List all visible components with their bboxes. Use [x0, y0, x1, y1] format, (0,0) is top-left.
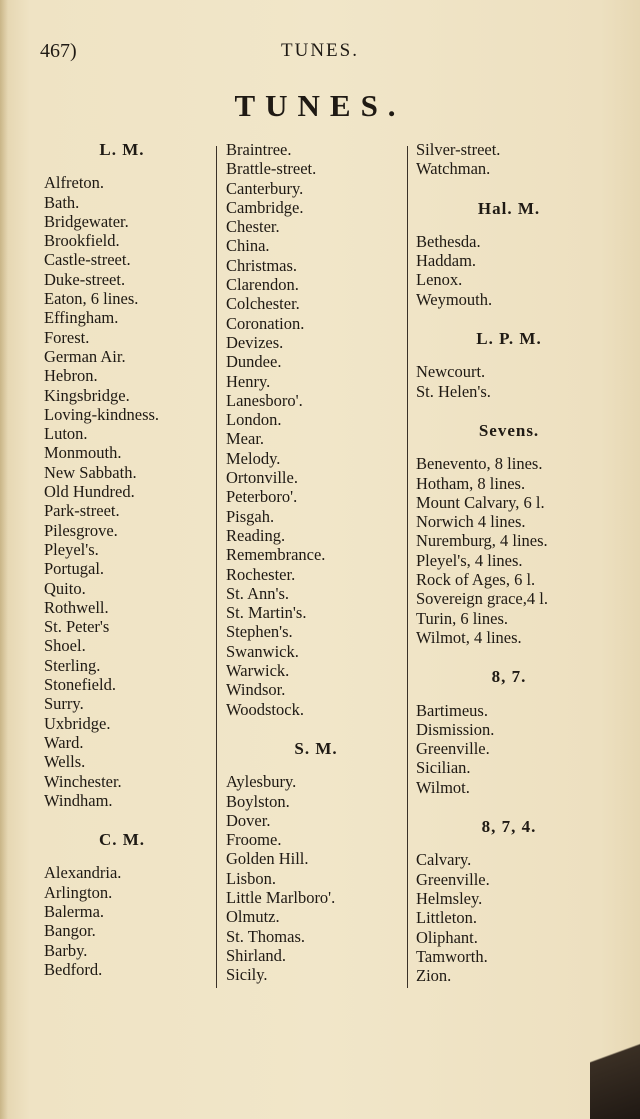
tune-entry: Greenville. [416, 739, 490, 759]
tune-list [416, 850, 602, 985]
tune-entry: Dismission. [416, 719, 495, 739]
meter-heading: S. M. [294, 738, 338, 758]
tune-entry: Hebron. [44, 366, 98, 386]
tune-entry: Bethesda. [416, 231, 481, 251]
tune-entry: Ortonville. [226, 468, 298, 488]
tune-entry: Helmsley. [416, 888, 483, 908]
tune-entry: Wells. [44, 752, 86, 772]
tune-entry: Effingham. [44, 308, 119, 328]
meter-heading: 8, 7. [491, 667, 527, 687]
tune-entry: Barby. [44, 940, 88, 960]
tune-entry: Rochester. [226, 564, 296, 584]
tune-entry: Turin, 6 lines. [416, 608, 508, 628]
column-divider-1 [216, 146, 217, 988]
tune-entry: Melody. [226, 448, 281, 468]
tune-entry: Shoel. [44, 636, 86, 656]
tune-list [44, 863, 210, 979]
tune-entry: Woodstock. [226, 699, 304, 719]
tune-entry: Remembrance. [226, 545, 326, 565]
tune-entry: Zion. [416, 966, 452, 986]
tune-entry: Forest. [44, 327, 90, 347]
tune-entry: Canterbury. [226, 178, 304, 198]
tune-entry: Norwich 4 lines. [416, 512, 526, 532]
tune-entry: Dover. [226, 810, 271, 830]
tune-entry: Newcourt. [416, 362, 486, 382]
tune-entry: Windsor. [226, 680, 286, 700]
tune-entry: Hotham, 8 lines. [416, 473, 526, 493]
tune-entry: Haddam. [416, 251, 477, 271]
tune-entry: Benevento, 8 lines. [416, 454, 543, 474]
tune-entry: Greenville. [416, 869, 490, 889]
tune-entry: Quito. [44, 578, 86, 598]
tune-entry: Pilesgrove. [44, 520, 118, 540]
meter-heading: 8, 7, 4. [481, 817, 537, 837]
tune-entry: Littleton. [416, 908, 477, 928]
tune-entry: Bartimeus. [416, 700, 488, 720]
page-number: 467) [40, 40, 77, 62]
section-spacer [416, 401, 602, 415]
tune-entry: Brattle-street. [226, 159, 317, 179]
tune-entry: Uxbridge. [44, 713, 111, 733]
tune-entry: Bath. [44, 192, 80, 212]
tune-entry: Sovereign grace,4 l. [416, 589, 548, 609]
index-column-3 [416, 140, 602, 985]
tune-entry: Cambridge. [226, 197, 304, 217]
tune-entry: St. Peter's [44, 617, 110, 637]
page-spine-shadow [0, 0, 8, 1119]
tune-entry: Duke-street. [44, 269, 126, 289]
tune-entry: Warwick. [226, 661, 290, 681]
tune-entry: Calvary. [416, 850, 472, 870]
tune-list [416, 454, 602, 647]
section-spacer [44, 810, 210, 824]
tune-entry: Sicilian. [416, 758, 471, 778]
section-spacer [416, 647, 602, 661]
tune-entry: Watchman. [416, 159, 491, 179]
tune-entry: Rock of Ages, 6 l. [416, 570, 536, 590]
tune-entry: Oliphant. [416, 927, 478, 947]
tune-entry: Weymouth. [416, 289, 493, 309]
tune-entry: Silver-street. [416, 140, 501, 159]
tune-entry: Colchester. [226, 294, 300, 314]
tune-entry: Park-street. [44, 501, 120, 521]
running-head: TUNES. [281, 40, 359, 61]
tune-entry: Bangor. [44, 921, 96, 941]
tune-entry: Reading. [226, 525, 286, 545]
tune-entry: Stonefield. [44, 675, 116, 695]
section-spacer [416, 797, 602, 811]
tune-entry: Surry. [44, 694, 84, 714]
tune-entry: China. [226, 236, 270, 256]
tune-entry: St. Helen's. [416, 381, 491, 401]
tune-entry: Portugal. [44, 559, 105, 579]
tune-entry: Sicily. [226, 965, 268, 985]
tune-entry: Rothwell. [44, 597, 109, 617]
tune-entry: Pleyel's. [44, 539, 99, 559]
tune-entry: Mount Calvary, 6 l. [416, 492, 545, 512]
section-spacer [226, 719, 406, 733]
tune-entry: Christmas. [226, 255, 298, 275]
tune-entry: Stephen's. [226, 622, 293, 642]
tune-entry: St. Martin's. [226, 603, 307, 623]
tune-entry: Lanesboro'. [226, 390, 303, 410]
meter-heading: L. M. [99, 140, 145, 159]
tune-entry: Bedford. [44, 959, 103, 979]
meter-heading: Sevens. [478, 420, 540, 440]
tune-entry: Alexandria. [44, 863, 122, 883]
page-corner-shadow [590, 969, 640, 1119]
tune-entry: Boylston. [226, 791, 290, 811]
tune-entry: Nuremburg, 4 lines. [416, 531, 548, 551]
tune-entry: Castle-street. [44, 250, 131, 270]
tune-entry: Pleyel's, 4 lines. [416, 550, 523, 570]
tune-entry: New Sabbath. [44, 462, 137, 482]
index-column-1 [44, 140, 210, 979]
tune-entry: Aylesbury. [226, 772, 297, 792]
tune-entry: Swanwick. [226, 641, 299, 661]
tune-entry: Lisbon. [226, 868, 276, 888]
tune-entry: Tamworth. [416, 946, 488, 966]
tune-entry: Pisgah. [226, 506, 275, 526]
tune-list [416, 701, 602, 797]
tune-entry: Shirland. [226, 945, 287, 965]
tune-entry: St. Thomas. [226, 926, 305, 946]
tune-entry: Chester. [226, 217, 280, 237]
tune-list [44, 173, 210, 810]
tune-entry: Dundee. [226, 352, 282, 372]
tune-entry: Olmutz. [226, 907, 280, 927]
tune-entry: Peterboro'. [226, 487, 298, 507]
meter-heading: C. M. [98, 830, 146, 850]
tune-entry: Mear. [226, 429, 265, 449]
meter-heading: Hal. M. [477, 198, 541, 218]
tune-entry: Ward. [44, 732, 84, 752]
tune-entry: Devizes. [226, 332, 284, 352]
tune-entry: Wilmot, 4 lines. [416, 627, 522, 647]
column-divider-2 [407, 146, 408, 988]
tune-entry: Eaton, 6 lines. [44, 289, 139, 309]
tune-list [416, 362, 602, 401]
tune-entry: Arlington. [44, 882, 113, 902]
tune-entry: German Air. [44, 346, 126, 366]
page-title: TUNES. [234, 88, 406, 123]
tune-entry: Luton. [44, 424, 88, 444]
tune-entry: Golden Hill. [226, 849, 309, 869]
tune-entry: Lenox. [416, 270, 463, 290]
tune-entry: Clarendon. [226, 275, 299, 295]
tune-entry: Monmouth. [44, 443, 122, 463]
index-column-2 [226, 140, 406, 984]
tune-entry: Alfreton. [44, 173, 105, 193]
tune-entry: London. [226, 410, 282, 430]
tune-entry: Loving-kindness. [44, 404, 160, 424]
tune-entry: Henry. [226, 371, 271, 391]
tune-entry: Wilmot. [416, 777, 470, 797]
tune-entry: Brookfield. [44, 231, 120, 251]
tune-entry: Bridgewater. [44, 211, 129, 231]
tune-list [416, 140, 602, 179]
tune-entry: Windham. [44, 790, 113, 810]
meter-heading: L. P. M. [476, 329, 542, 349]
tune-entry: Sterling. [44, 655, 101, 675]
tune-entry: Little Marlboro'. [226, 887, 336, 907]
tune-entry: Old Hundred. [44, 482, 135, 502]
tune-list [226, 772, 406, 984]
section-spacer [416, 309, 602, 323]
tune-entry: Braintree. [226, 140, 292, 159]
tune-entry: Balerma. [44, 901, 105, 921]
tune-entry: Winchester. [44, 771, 122, 791]
tune-entry: Froome. [226, 830, 282, 850]
tune-list [226, 140, 406, 719]
tune-entry: Coronation. [226, 313, 305, 333]
tune-entry: Kingsbridge. [44, 385, 130, 405]
section-spacer [416, 179, 602, 193]
tune-list [416, 232, 602, 309]
tune-entry: St. Ann's. [226, 583, 290, 603]
